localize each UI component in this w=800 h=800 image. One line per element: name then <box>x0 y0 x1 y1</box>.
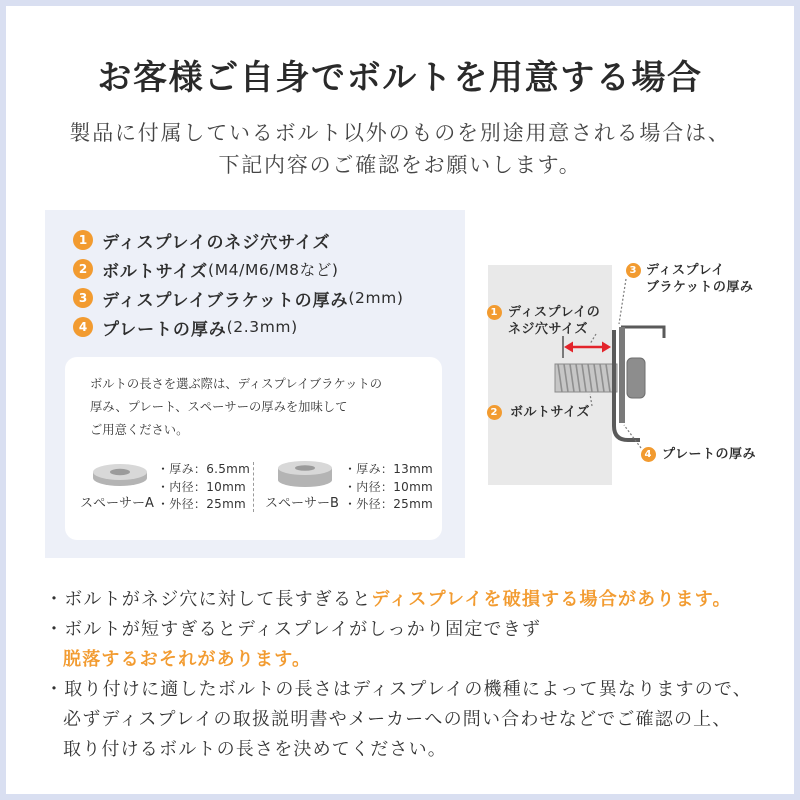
warning-line <box>45 705 752 735</box>
spec-line: ・厚み：6.5mm <box>157 462 251 476</box>
warning-emphasis: 脱落するおそれがあります。 <box>63 649 312 670</box>
warning-line <box>45 645 752 675</box>
callout-number-badge: 2 <box>487 405 502 420</box>
warning-item <box>45 615 752 675</box>
number-badge: 3 <box>73 288 93 308</box>
note-line: 厚み、プレート、スペーサーの厚みを加味して <box>90 400 348 414</box>
spacer-b-washer-icon <box>275 457 335 491</box>
number-badge: 4 <box>73 317 93 337</box>
callout-line: ディスプレイ <box>646 262 725 278</box>
warning-line <box>45 585 752 615</box>
warning-line <box>45 675 752 705</box>
checklist-item-label: ディスプレイブラケットの厚み <box>102 290 349 311</box>
warning-emphasis: ディスプレイを破損する場合があります。 <box>371 589 732 610</box>
callout-line: ネジ穴サイズ <box>508 321 588 337</box>
number-badge: 2 <box>73 259 93 279</box>
subtitle-line: 下記内容のご確認をお願いします。 <box>218 153 582 177</box>
checklist-item <box>73 229 330 251</box>
warning-text: ・取り付けに適したボルトの長さはディスプレイの機種によって異なりますので、 <box>45 679 752 700</box>
checklist-item <box>73 316 298 338</box>
note-text <box>90 373 382 442</box>
warning-text: ・ボルトが短すぎるとディスプレイがしっかり固定できず <box>45 619 542 640</box>
spec-line: ・内径：10mm <box>344 479 434 494</box>
note-line: ご用意ください。 <box>90 423 189 437</box>
number-badge: 1 <box>73 230 93 250</box>
spacer-a-washer-icon <box>90 462 150 492</box>
checklist-item-detail: (M4/M6/M8など) <box>208 261 339 279</box>
checklist-panel <box>45 210 465 558</box>
callout-number-badge: 3 <box>626 263 641 278</box>
warning-text: 必ずディスプレイの取扱説明書やメーカーへの問い合わせなどでご確認の上、 <box>63 709 732 730</box>
mounting-plate <box>619 327 625 423</box>
callout-number-badge: 4 <box>641 447 656 462</box>
warning-line <box>45 735 752 765</box>
callout-line: ボルトサイズ <box>510 404 590 420</box>
checklist-item-detail: (2mm) <box>348 289 404 307</box>
spacer-divider <box>253 462 254 512</box>
checklist-item-label: ディスプレイのネジ穴サイズ <box>102 232 331 253</box>
spec-line: ・厚み：13mm <box>344 462 434 476</box>
warning-list <box>45 585 752 765</box>
warning-text: ・ボルトがネジ穴に対して長すぎると <box>45 589 372 610</box>
checklist-item-detail: (2.3mm) <box>226 318 298 336</box>
callout-hole-size <box>508 304 600 338</box>
warning-line <box>45 615 752 645</box>
spec-line: ・外径：25mm <box>157 497 247 511</box>
spec-line: ・外径：25mm <box>344 497 434 511</box>
checklist-item-label: プレートの厚み <box>102 319 227 340</box>
bolt-head <box>627 358 645 398</box>
note-line: ボルトの長さを選ぶ際は、ディスプレイブラケットの <box>90 377 383 391</box>
checklist-item <box>73 287 404 309</box>
spec-line: ・内径：10mm <box>157 479 247 494</box>
warning-text: 取り付けるボルトの長さを決めてください。 <box>63 739 447 760</box>
subtitle-line: 製品に付属しているボルト以外のものを別途用意される場合は、 <box>69 121 731 145</box>
checklist-item <box>73 258 339 280</box>
spacer-b-name: スペーサーB <box>265 496 339 511</box>
spacer-b-specs <box>344 461 433 514</box>
callout-plate-thickness <box>662 446 756 463</box>
page-subtitle <box>0 117 800 181</box>
callout-line: プレートの厚み <box>662 446 756 462</box>
callout-bracket-thickness <box>646 262 753 296</box>
note-card <box>65 357 442 540</box>
spacer-a-name: スペーサーA <box>80 496 154 511</box>
warning-item <box>45 585 752 615</box>
callout-number-badge: 1 <box>487 305 502 320</box>
callout-line: ディスプレイの <box>508 304 601 320</box>
callout-bolt-size <box>510 404 590 421</box>
mounting-plate-arm <box>621 327 664 338</box>
callout-line: ブラケットの厚み <box>646 279 754 295</box>
page-title: お客様ご自身でボルトを用意する場合 <box>97 58 703 98</box>
warning-item <box>45 675 752 765</box>
spacer-a-specs <box>157 461 250 514</box>
checklist-item-label: ボルトサイズ <box>102 261 209 282</box>
